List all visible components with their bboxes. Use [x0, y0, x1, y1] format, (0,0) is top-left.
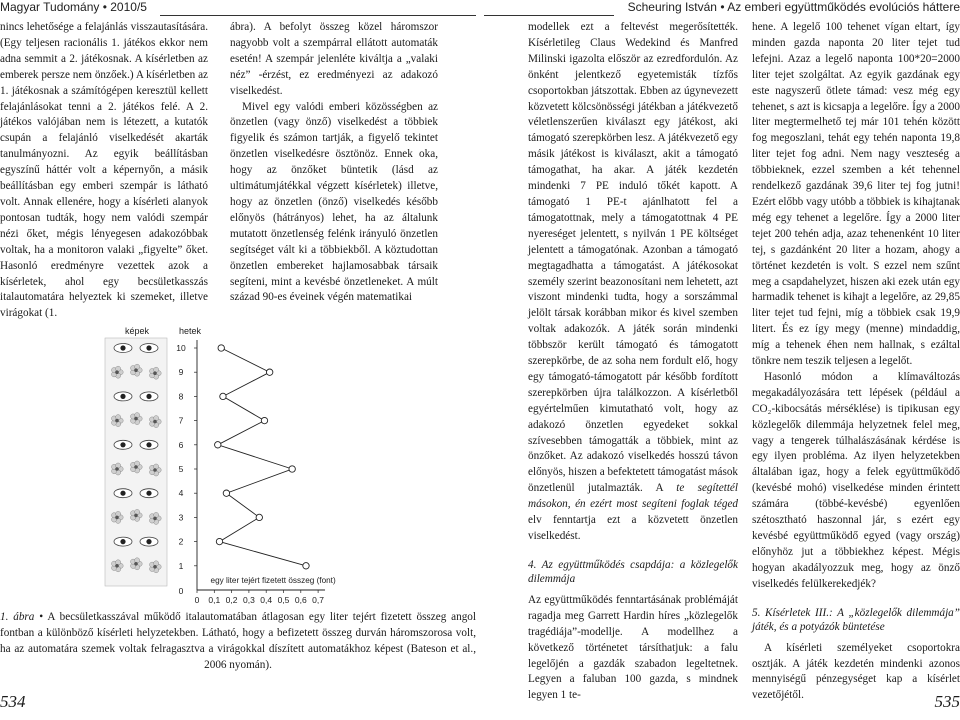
images-column-label: képek — [124, 326, 150, 336]
header-author: Scheuring István — [627, 0, 717, 14]
data-point — [266, 369, 272, 375]
data-point — [256, 514, 262, 520]
left-column-2 — [230, 20, 438, 306]
page-number-left: 534 — [0, 692, 26, 711]
y-tick-label: 10 — [176, 343, 186, 353]
header-separator: • — [720, 0, 725, 14]
header-left: Magyar Tudomány • 2010/5 — [0, 0, 147, 14]
y-tick-label: 5 — [178, 464, 184, 474]
y-tick-label-zero: 0 — [178, 586, 184, 596]
x-axis-label: egy liter tejért fizetett összeg (font) — [210, 576, 336, 585]
y-tick-label: 3 — [178, 512, 184, 523]
paragraph: A kísérleti személyeket csoportokra osztják. A játék kezdetén mindenki azonos mennyiségű pénzegységet kap a kísérlet vezetőjétől. — [752, 641, 960, 702]
section-5-title: 5. Kísérletek III.: A „közlegelők dilemmája” játék, és a potyázók büntetése — [752, 606, 960, 633]
figure-1-chart — [95, 322, 395, 607]
x-tick-label: 0,4 — [260, 595, 273, 605]
paragraph: Az együttműködés fenntartásának problémáját ragadja meg Garrett Hardin híres „közlegelők tragédiája”-modellje. A modellhez a következő történetet társíthatjuk: a falu legelőjén a gazdák szabadon legeltetnek. Legyen a faluban 100 gazda, s mindnek legyen 1 te- — [528, 593, 738, 702]
right-column-4 — [752, 20, 960, 704]
y-tick-label: 9 — [178, 367, 184, 378]
paragraph: hene. A legelő 100 tehenet vígan eltart, így minden gazda naponta 20 liter tejet tud lefejni. Azaz a legelő naponta 100*20=2000 liter tejet szolgáltat. Az egyik gazdának egy este nagyszerű ötlete támad: vesz még egy tehenet, s azt is kicsapja a legelőre. Így a 2000 liter megtermelhető tej már 101 tehén között fog megoszlani, tehát egy tehén naponta 19,8 liter tejet fog adni. Nem nagy veszteség a többieknek, ezzel szemben a két tehennel rendelkező gazdának 39,6 liter tej fog jutni! Ezért előbb vagy utóbb a többiek is kihajtanak még egy tehenet a legelőre. Így a 2000 liter tejet 200 tehén adja, azaz tehenenként 10 liter tej, s gazdánként 20 liter a hozam, ahogy a történet kezdetén is volt. S ezzel nem szűnt meg a csapdahelyzet, hiszen aki ezek után egy harmadik tehenet is kihajt a legelőre, az 29,85 liter tejet tud fejni, míg a többiek csak 19,9 litert. És ez így megy (menne) mindaddig, míg a tehenek éhen nem hallnak, s ezáltal tönkre nem teszik teljesen a legelőt. — [752, 21, 960, 368]
weeks-column-label: hetek — [178, 326, 202, 336]
y-tick-label: 2 — [178, 536, 184, 547]
header-rule-right — [484, 15, 614, 16]
y-tick-label: 1 — [178, 560, 184, 571]
paragraph: ábra). A befolyt összeg közel háromszor nagyobb volt a szempárral ellátott automaták esetén! A szempár jelenléte kiváltja a „valaki néz” -érzést, ez eredményezi az adakozó viselkedést. — [230, 21, 438, 97]
caption-text: • A becsületkasszával működő italautomatában átlagosan egy liter tejért fizetett összeg angol fontban a különböző kísérleti helyzetekben. Látható, hogy a befizetett összeg durván háromszorosa volt, ha az automatára szemek voltak felragasztva a virágokkal díszített automatákhoz képest (Bateson et al., 2006 nyomán). — [0, 611, 477, 671]
y-tick-label: 7 — [178, 415, 184, 426]
x-tick-label: 0,1 — [208, 595, 221, 605]
amount-series-line — [218, 348, 306, 566]
x-tick-label: 0,6 — [294, 595, 307, 605]
header-rule-left — [160, 15, 476, 16]
header-right — [628, 0, 960, 20]
caption-label: 1. ábra — [0, 611, 35, 623]
paragraph-text: modellek ezt a feltevést megerősítették. Kísérletileg Claus Wedekind és Manfred Milinski igazolta először az ezredfordulón. Az önként jelentkező egyetemisták tízfős csoportokban játszottak. Ebben az úgynevezett közvetett kölcsönösségi játékban a játékvezető véletlenszerűen kiválaszt egy játékost, aki támogató szerepkörben lesz. A játékvezető egy másik játékost is kiválaszt, akit a támogató támogathat, ha akar. A játék kezdetén mindenki 7 PE induló tőkét kapott. A támogató 1 PE-t ajánlhatott fel a támogatottnak, mely a támogatottnak 4 PE nyereséget jelentett, s nyilván 1 PE költséget jelentett a támogatónak. Azonban a támogató megtagadhatta a támogatást. A játékosokat személy szerint beazonosítani nem lehetett, azt viszont mindenki tudta, hogy a sorszámmal jelölt társak korábban mikor és kivel szemben voltak adakozók. A játék során mindenki többször került támogató és támogatott szerepkörbe, de az soha nem fordult elő, hogy egy támogató-támogatott pár később fordított szerepkörben újra találkozzon. A kísérletből egyértelműen kimutatható volt, hogy az adakozó önzetlen egyedeket sokkal szívesebben támogatták a többiek, mint az önzőket. Az adakozó viselkedés hosszú távon előnyös, hiszen a befektetett támogatást mások önzetlenül jutalmazták. A — [528, 21, 739, 495]
data-point — [289, 466, 295, 472]
data-point — [223, 490, 229, 496]
data-point — [220, 393, 226, 399]
data-point — [216, 538, 222, 544]
paragraph-italic: te segítettél másokon, én ezért most segíteni foglak téged — [528, 482, 739, 511]
paragraph: nincs lehetősége a felajánlás visszautasítására. (Egy teljesen racionális 1. játékos ekkor nem adna semmit a 2. játékosnak. A kísérletben az emberek persze nem önzőek.) A kísérletben az 1. játékosnak a számítógépen keresztül kellett felajánlásokat tenni a 2. játékos felé. A 2. játékos valójában nem is létezett, a kutatók csupán a felajánló viselkedését akarták tanulmányozni. Az egyik beállításban egyszínű háttér volt a képernyőn, a másik beállításban egy emberi szempár is látható volt. Annak ellenére, hogy a kísérleti alanyok pontosan tudták, hogy nem valódi szempár nézi őket, mégis lényegesen adakozóbbak voltak, ha a monitoron valaki „figyelte” őket. Hasonló eredményre vezettek azok a kísérletek, ahol egy becsületkasszás italautomatára helyeztek ki szemeket, illetve virágokat (1. — [0, 21, 208, 320]
right-column-3 — [528, 20, 738, 704]
header-article-title: Az emberi együttműködés evolúciós háttere — [727, 0, 960, 14]
y-tick-label: 6 — [178, 439, 184, 450]
section-4-title: 4. Az együttműködés csapdája: a közlegelők dilemmája — [528, 558, 738, 585]
x-tick-label: 0,3 — [242, 595, 255, 605]
paragraph — [528, 20, 738, 545]
x-tick-label: 0,2 — [225, 595, 238, 605]
paragraph: Mivel egy valódi emberi közösségben az önzetlen (vagy önző) viselkedést a többiek figyelik és számon tartják, a figyelő tekintet önzetlen viselkedésre ösztönöz. Ennek oka, hogy az önzőket büntetik (lásd az ultimátumjátékkal végzett kísérletek) illetve, hogy az önzetlen (önző) viselkedés később előnyös (hátrányos) lehet, ha az általunk mutatott önzetlenség felénk irányuló önzetlen segítséget vált ki a többiekből. A köztudottan önzetlen embereket hajlamosabbak társaik segíteni, mint a kevésbé önzetleneket. A múlt század 90-es éveinek végén matematikai — [230, 100, 438, 304]
x-tick-label: 0,7 — [312, 595, 325, 605]
data-point — [303, 563, 309, 569]
data-point — [215, 442, 221, 448]
x-tick-label: 0,5 — [277, 595, 290, 605]
paragraph-text-end: elv fenntartja ezt a közvetett önzetlen viselkedést. — [528, 514, 738, 542]
x-tick-label: 0 — [194, 595, 200, 605]
left-column-1 — [0, 20, 208, 322]
data-point — [261, 417, 267, 423]
y-tick-label: 4 — [178, 488, 184, 499]
paragraph: Hasonló módon a klímaváltozás megakadályozására tett lépések (például a CO₂-kibocsátás mérséklése) is tipikusan egy közlegelők dilemmája helyzetnek felel meg, vagy a tengerek túlhalászásának kérdése is egy ilyen probléma. Az ilyen helyzetekben általában igaz, hogy a felek együttműködő (kevésbé mohó) viselkedése minden érintett számára (többé-kevésbé) egyenlően szétosztható haszonnal jár, s ezért egy kevésbé együttműködő egyed (vagy ország) előnyhöz jut a többiekhez képest. Mégis hogyan akadályozzuk meg, hogy az önző viselkedés felülkerekedjék? — [752, 370, 960, 590]
data-point — [218, 345, 224, 351]
y-tick-label: 8 — [178, 391, 184, 402]
figure-1-caption — [0, 610, 476, 674]
page-number-right: 535 — [934, 692, 960, 711]
